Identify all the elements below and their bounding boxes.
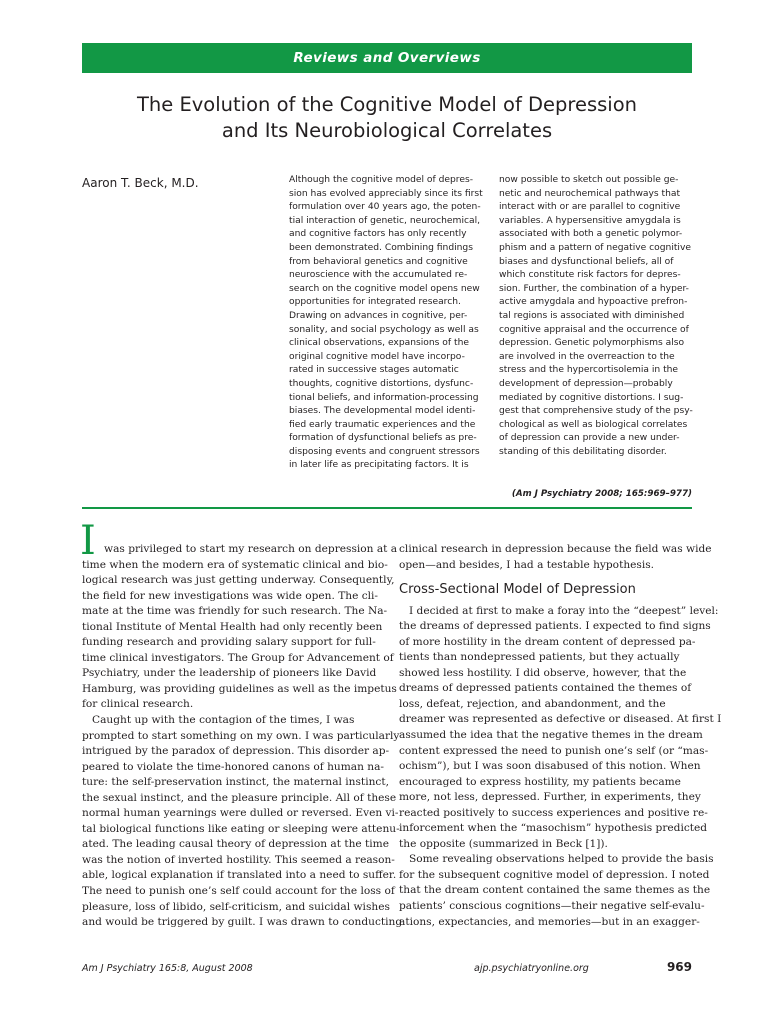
body-line: ated. The leading causal theory of depression at the time <box>82 838 390 851</box>
body-line: reacted positively to success experiences and positive re- <box>399 806 708 819</box>
abstract-line: neuroscience with the accumulated re- <box>289 270 468 281</box>
body-line: able, logical explanation if translated into a need to suffer. <box>82 869 397 882</box>
abstract-line: tional beliefs, and information-processing <box>289 392 479 403</box>
body-line: more, not less, depressed. Further, in experiments, they <box>399 791 701 804</box>
abstract-line: sion. Further, the combination of a hyper- <box>499 283 689 294</box>
body-column-left <box>82 542 403 931</box>
abstract-line: tal regions is associated with diminished <box>499 310 685 321</box>
abstract-line: formation of dysfunctional beliefs as pre- <box>289 433 477 444</box>
abstract-line: in later life as precipitating factors. It is <box>289 460 469 471</box>
body-line: tal biological functions like eating or sleeping were attenu- <box>82 822 400 835</box>
body-line: pleasure, loss of libido, self-criticism, and suicidal wishes <box>82 900 390 913</box>
author-name: Aaron T. Beck, M.D. <box>82 176 199 190</box>
abstract-line: tial interaction of genetic, neurochemical, <box>289 215 481 226</box>
section-divider <box>82 507 692 509</box>
page-number: 969 <box>666 960 692 974</box>
title-line-2: and Its Neurobiological Correlates <box>221 119 553 142</box>
footer-website[interactable]: ajp.psychiatryonline.org <box>474 963 589 974</box>
abstract-line: interact with or are parallel to cognitive <box>499 202 681 213</box>
body-line: the opposite (summarized in Beck [1]). <box>399 837 608 850</box>
body-line: Caught up with the contagion of the times, I was <box>92 714 355 727</box>
body-line: content expressed the need to punish one’s self (or “mas- <box>399 744 709 757</box>
footer-journal: Am J Psychiatry 165:8, August 2008 <box>82 963 253 974</box>
body-line: funding research and providing salary support for full- <box>82 636 376 649</box>
abstract-line: phism and a pattern of negative cognitive <box>499 242 691 253</box>
abstract-line: associated with both a genetic polymor- <box>499 229 683 240</box>
abstract-line: netic and neurochemical pathways that <box>499 188 681 199</box>
section-heading: Cross-Sectional Model of Depression <box>399 582 636 598</box>
section-banner <box>82 43 692 73</box>
abstract-line: been demonstrated. Combining findings <box>289 242 473 253</box>
body-column-right <box>399 542 722 930</box>
body-line: showed less hostility. I did observe, however, that the <box>399 666 687 679</box>
body-line: Some revealing observations helped to provide the basis <box>409 853 714 866</box>
body-line: tients than nondepressed patients, but they actually <box>399 651 680 664</box>
abstract-line: Although the cognitive model of depres- <box>289 175 474 185</box>
body-line: peared to violate the time-honored canons of human na- <box>82 760 384 773</box>
body-line: intrigued by the paradox of depression. This disorder ap- <box>82 745 390 758</box>
body-line: of more hostility in the dream content of depressed pa- <box>399 635 696 648</box>
body-line: clinical research in depression because the field was wide <box>399 543 712 555</box>
abstract-line: which constitute risk factors for depres- <box>499 270 681 281</box>
body-line: mate at the time was friendly for such research. The Na- <box>82 605 388 618</box>
body-line: assumed the idea that the negative themes in the dream <box>399 729 703 742</box>
body-line: encouraged to express hostility, my patients became <box>399 775 681 788</box>
body-line: patients’ conscious cognitions—their negative self-evalu- <box>399 900 705 913</box>
body-line: ations, expectancies, and memories—but in an exagger- <box>399 915 700 928</box>
abstract-line: biases. The developmental model identi- <box>289 406 476 417</box>
body-line: The need to punish one’s self could account for the loss of <box>82 885 395 898</box>
abstract-line: sonality, and social psychology as well as <box>289 324 479 335</box>
abstract-line: rated in successive stages automatic <box>289 365 459 376</box>
body-line: dreamer was represented as defective or diseased. At first I <box>399 713 722 726</box>
abstract-line: are involved in the overreaction to the <box>499 351 675 362</box>
abstract-line: sion has evolved appreciably since its first <box>289 188 483 199</box>
abstract-line: search on the cognitive model opens new <box>289 283 480 294</box>
abstract-line: variables. A hypersensitive amygdala is <box>499 215 681 226</box>
body-line: dreams of depressed patients contained the themes of <box>399 682 692 695</box>
body-line: loss, defeat, rejection, and abandonment, and the <box>399 697 666 710</box>
body-line: and would be triggered by guilt. I was drawn to conducting <box>82 916 403 929</box>
abstract-line: now possible to sketch out possible ge- <box>499 175 679 185</box>
drop-cap: I <box>80 518 96 564</box>
body-line: I decided at first to make a foray into the “deepest” level: <box>409 604 719 617</box>
body-line: open—and besides, I had a testable hypothesis. <box>399 558 655 571</box>
body-line: that the dream content contained the same themes as the <box>399 884 711 897</box>
abstract-line: and cognitive factors has only recently <box>289 229 467 240</box>
body-line: for clinical research. <box>82 698 194 711</box>
abstract-line: of depression can provide a new under- <box>499 433 680 444</box>
abstract-line: opportunities for integrated research. <box>289 297 461 308</box>
body-right-main <box>399 604 722 930</box>
body-line: prompted to start something on my own. I was particularly <box>82 729 400 742</box>
abstract-line: active amygdala and hypoactive prefron- <box>499 297 688 308</box>
abstract-line: chological as well as biological correlates <box>499 419 688 430</box>
body-right-intro <box>399 542 712 573</box>
body-line: for the subsequent cognitive model of depression. I noted <box>399 868 710 881</box>
body-line: normal human yearnings were dulled or reversed. Even vi- <box>82 807 399 820</box>
title-line-1: The Evolution of the Cognitive Model of Depression <box>136 93 638 116</box>
abstract-column-left <box>289 174 485 473</box>
body-line: logical research was just getting underway. Consequently, <box>82 574 395 587</box>
body-line: tional Institute of Mental Health had only recently been <box>82 620 383 633</box>
abstract-line: standing of this debilitating disorder. <box>499 446 667 457</box>
abstract-line: clinical observations, expansions of the <box>289 338 469 349</box>
abstract-line: thoughts, cognitive distortions, dysfunc- <box>289 378 474 389</box>
abstract-column-right <box>499 174 695 459</box>
body-line: Psychiatry, under the leadership of pioneers like David <box>82 667 377 680</box>
abstract-line: mediated by cognitive distortions. I sug- <box>499 392 684 403</box>
abstract-line: development of depression—probably <box>499 378 673 389</box>
abstract-line: depression. Genetic polymorphisms also <box>499 338 685 349</box>
body-line: time clinical investigators. The Group for Advancement of <box>82 651 394 664</box>
section-banner-label: Reviews and Overviews <box>293 50 481 66</box>
body-line: the field for new investigations was wide open. The cli- <box>82 589 379 602</box>
citation: (Am J Psychiatry 2008; 165:969–977) <box>511 489 692 499</box>
body-line: Hamburg, was providing guidelines as well as the impetus <box>82 682 397 695</box>
article-title <box>82 92 692 144</box>
abstract-line: original cognitive model have incorpo- <box>289 351 465 362</box>
abstract-line: formulation over 40 years ago, the poten- <box>289 202 481 213</box>
abstract-line: cognitive appraisal and the occurrence of <box>499 324 689 335</box>
body-line: the sexual instinct, and the pleasure principle. All of these <box>82 791 397 804</box>
body-line: was privileged to start my research on depression at a <box>104 543 398 555</box>
abstract-line: Drawing on advances in cognitive, per- <box>289 310 468 321</box>
body-line: inforcement when the “masochism” hypothesis predicted <box>399 822 708 835</box>
body-line: was the notion of inverted hostility. This seemed a reason- <box>82 853 395 866</box>
body-line: the dreams of depressed patients. I expected to find signs <box>399 620 711 633</box>
abstract-line: fied early traumatic experiences and the <box>289 419 476 430</box>
abstract-line: stress and the hypercortisolemia in the <box>499 365 679 376</box>
abstract-line: biases and dysfunctional beliefs, all of <box>499 256 674 267</box>
abstract-line: gest that comprehensive study of the psy- <box>499 406 693 417</box>
abstract-line: disposing events and congruent stressors <box>289 446 480 457</box>
body-line: ochism”), but I was soon disabused of this notion. When <box>399 760 701 773</box>
abstract-line: from behavioral genetics and cognitive <box>289 256 468 267</box>
body-line: time when the modern era of systematic clinical and bio- <box>82 558 388 571</box>
body-line: ture: the self-preservation instinct, the maternal instinct, <box>82 776 389 789</box>
